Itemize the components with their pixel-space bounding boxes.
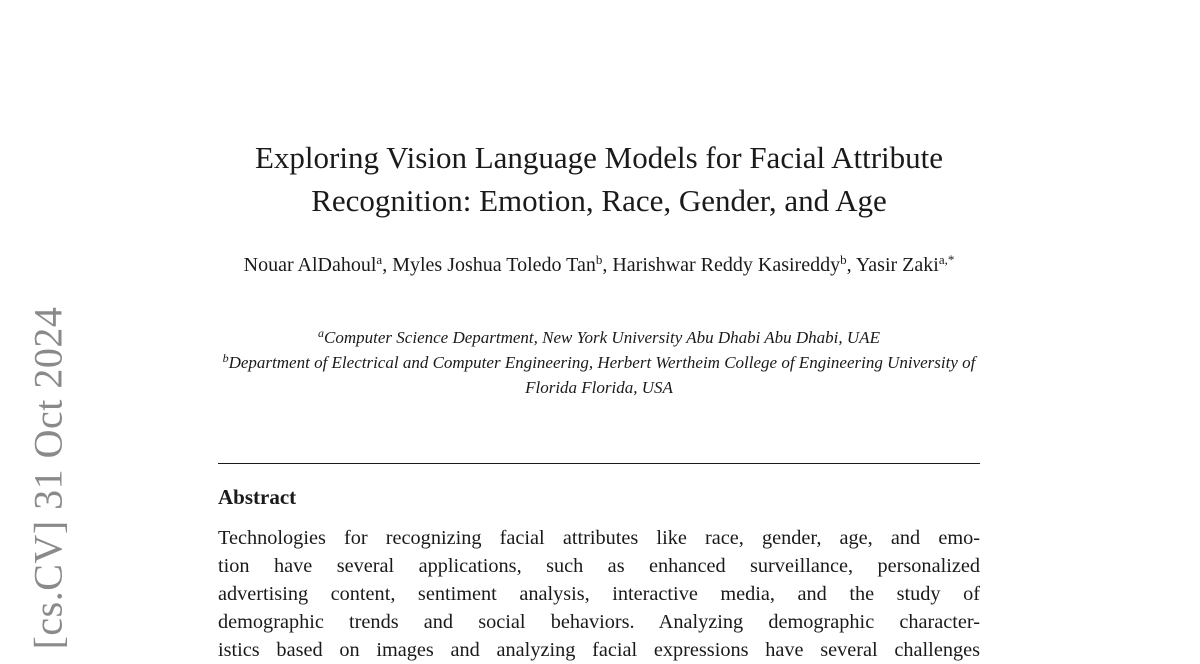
author-affiliation-mark: a bbox=[376, 252, 383, 267]
abstract-line: advertising content, sentiment analysis, interactive media, and the study of bbox=[218, 583, 980, 605]
author-affiliation-mark: b bbox=[840, 252, 847, 267]
author-name: Myles Joshua Toledo Tan bbox=[392, 254, 596, 276]
affiliation-text: Computer Science Department, New York University Abu Dhabi Abu Dhabi, UAE bbox=[324, 328, 880, 347]
author-name: Harishwar Reddy Kasireddy bbox=[612, 254, 841, 276]
author-separator: , bbox=[602, 254, 613, 276]
paper-title-line: Recognition: Emotion, Race, Gender, and Age bbox=[311, 183, 887, 218]
affiliation-mark: a bbox=[318, 326, 325, 340]
abstract-line: Technologies for recognizing facial attributes like race, gender, age, and emo- bbox=[218, 527, 980, 549]
author-name: Yasir Zaki bbox=[855, 254, 939, 276]
abstract-line: istics based on images and analyzing facial expressions have several challenges bbox=[218, 639, 980, 661]
author-separator: , bbox=[846, 254, 856, 276]
abstract-line: tion have several applications, such as enhanced surveillance, personalized bbox=[218, 555, 980, 577]
affiliation-text: Department of Electrical and Computer Engineering, Herbert Wertheim College of Engineering University of Florida Florida, USA bbox=[228, 353, 976, 397]
author-affiliation-mark: a,* bbox=[938, 252, 955, 267]
section-divider bbox=[218, 463, 980, 464]
affiliation-mark: b bbox=[222, 351, 229, 365]
abstract-body bbox=[218, 524, 980, 664]
abstract-line: demographic trends and social behaviors. Analyzing demographic character- bbox=[218, 611, 980, 633]
abstract-heading: Abstract bbox=[218, 485, 297, 509]
paper-title bbox=[218, 136, 980, 222]
affiliation-item bbox=[218, 351, 980, 399]
author-name: Nouar AlDahoul bbox=[243, 254, 377, 276]
author-affiliation-mark: b bbox=[595, 252, 603, 267]
author-list bbox=[218, 251, 980, 281]
author-separator: , bbox=[382, 254, 393, 276]
arxiv-identifier-stamp: [cs.CV] 31 Oct 2024 bbox=[25, 306, 71, 650]
affiliation-list bbox=[218, 326, 980, 399]
affiliation-item bbox=[218, 326, 980, 351]
paper-title-line: Exploring Vision Language Models for Facial Attribute bbox=[254, 140, 944, 175]
